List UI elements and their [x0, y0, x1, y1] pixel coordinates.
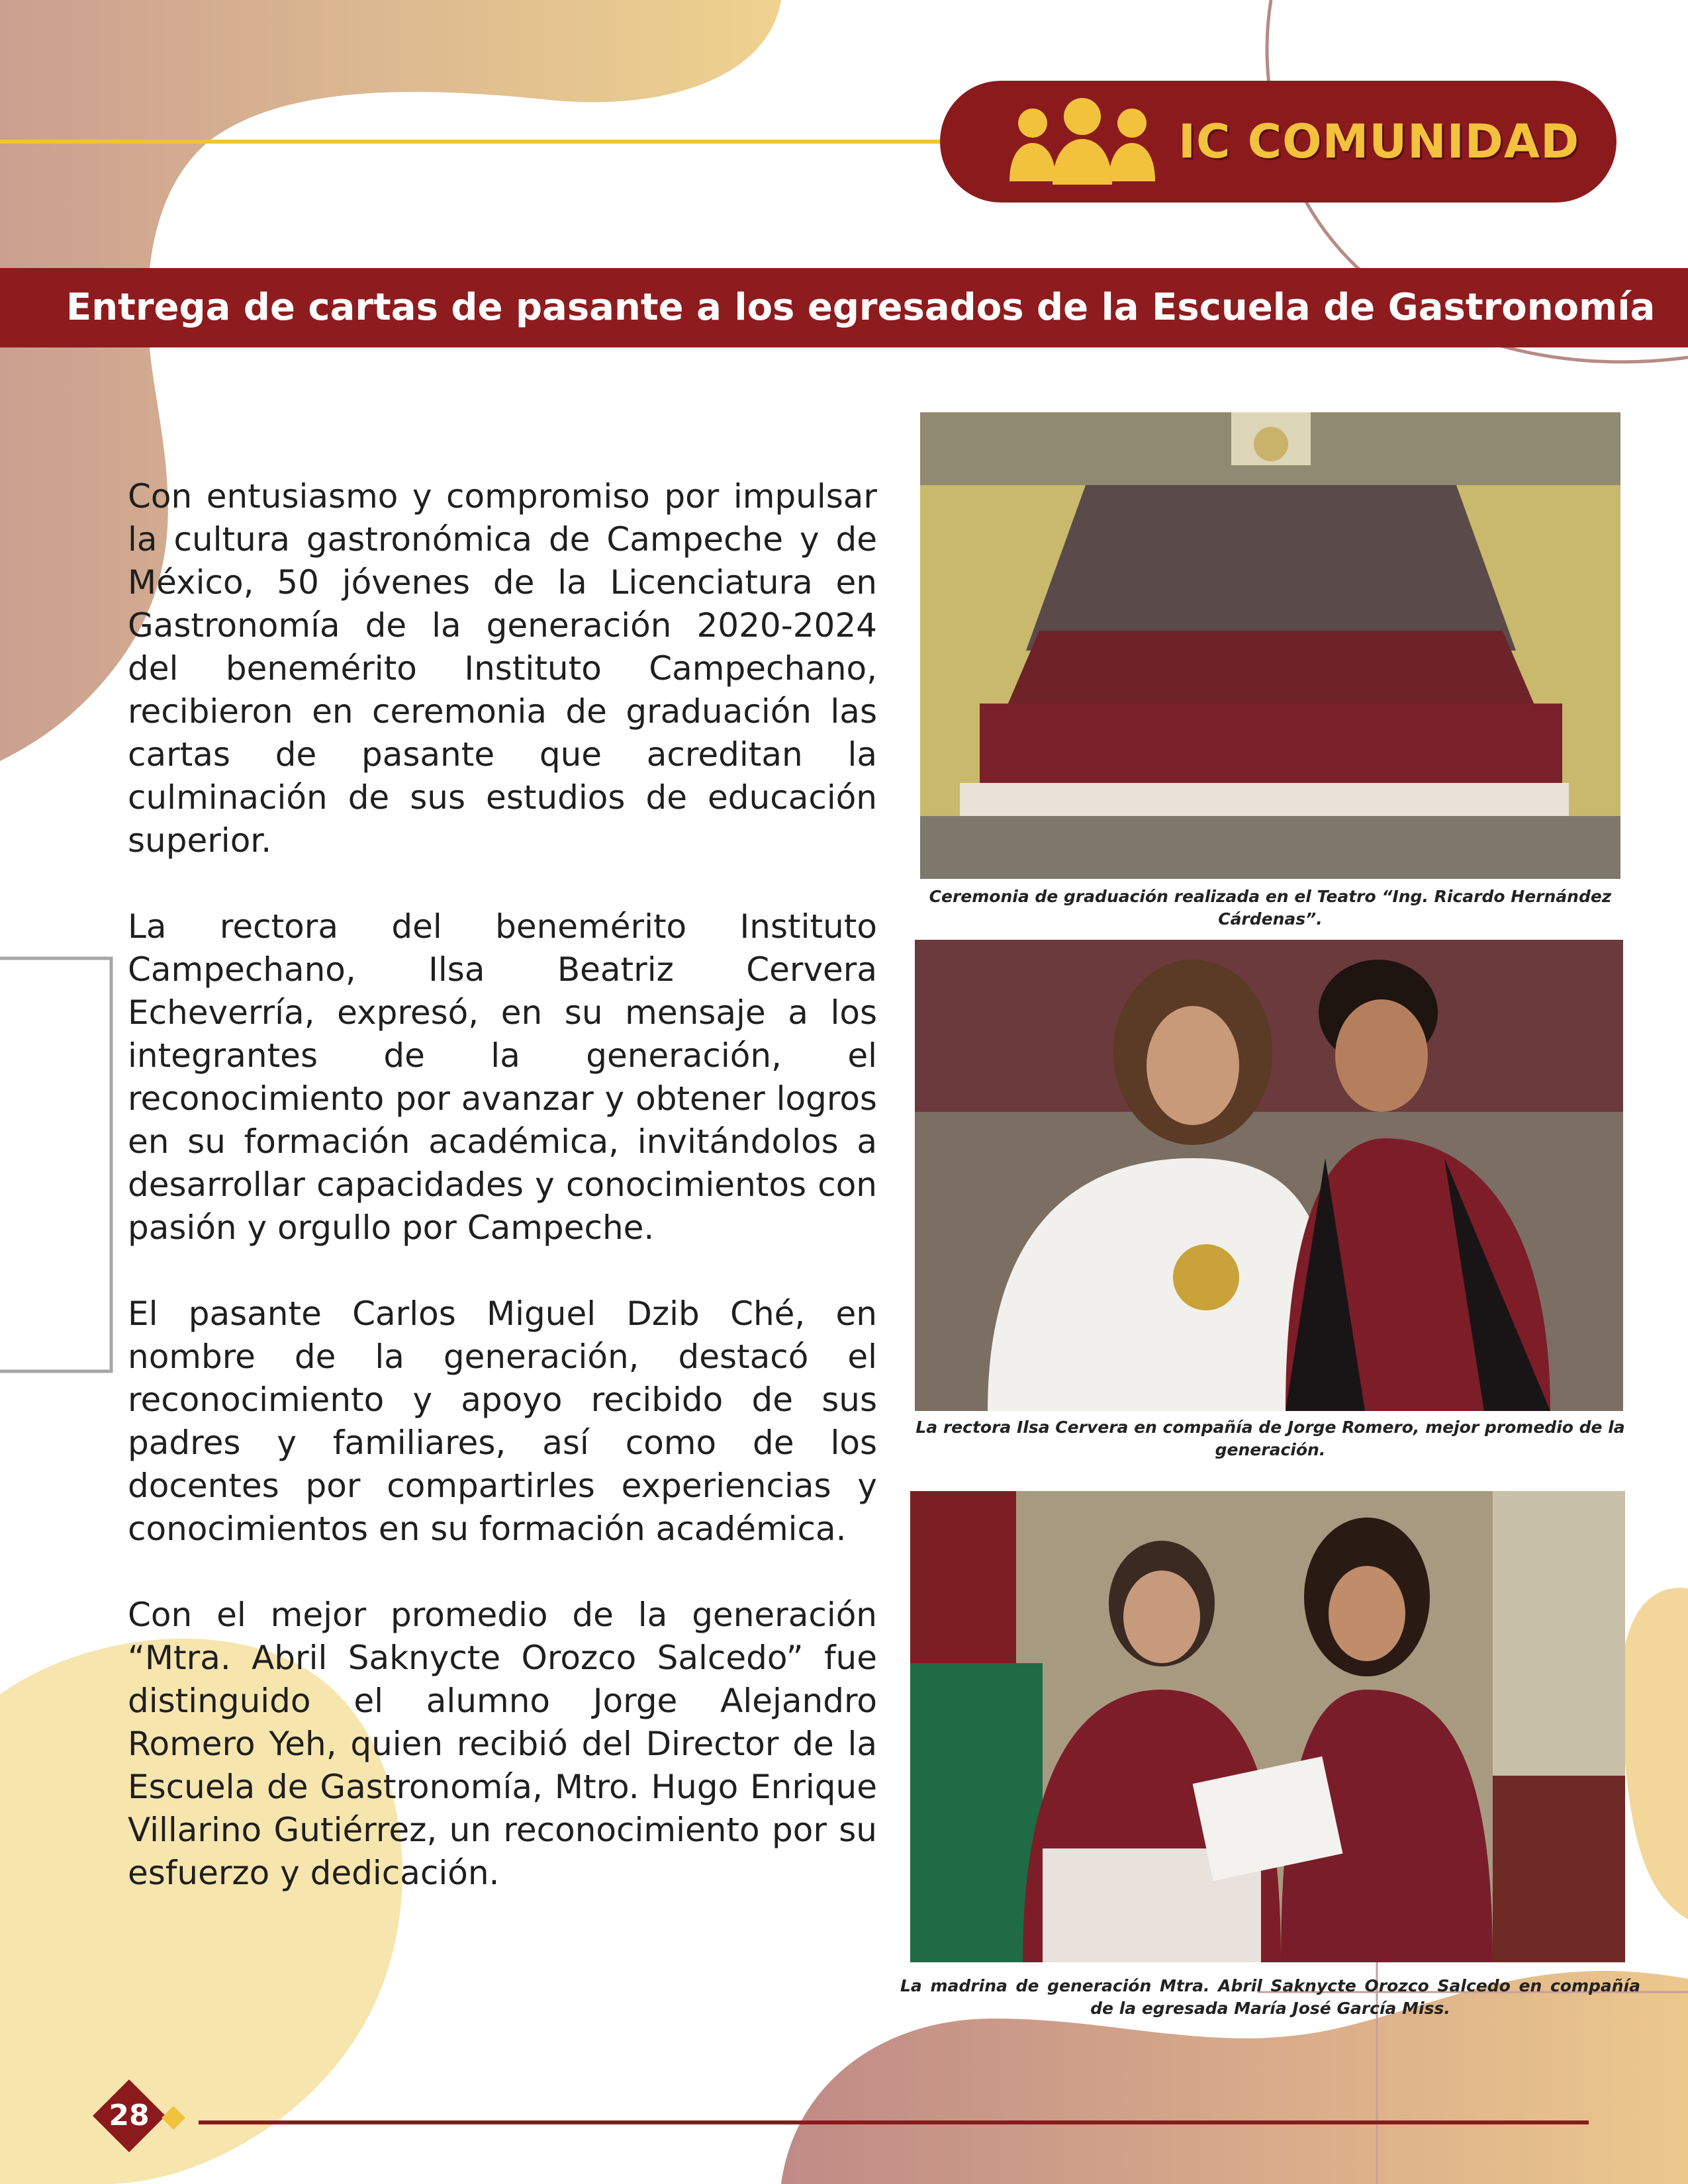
page-number: 28: [109, 2099, 150, 2132]
caption-photo-3: La madrina de generación Mtra. Abril Saknycte Orozco Salcedo en compañía de la egresada María José García Miss.: [900, 1976, 1640, 2018]
paragraph-3: El pasante Carlos Miguel Dzib Ché, en nombre de la generación, destacó el reconocimiento y apoyo recibido de sus padres y familiares, así como de los docentes por compartirles experiencias y conocimientos en su formación académica.: [128, 1295, 877, 1548]
section-badge: [940, 81, 1617, 203]
article-body: [128, 475, 877, 1938]
paragraph-4: Con el mejor promedio de la generación “Mtra. Abril Saknycte Orozco Salcedo” fue distinguido el alumno Jorge Alejandro Romero Yeh, quien recibió del Director de la Escuela de Gastronomía, Mtro. Hugo Enrique Villarino Gutiérrez, un reconocimiento por su esfuerzo y dedicación.: [128, 1596, 877, 1892]
photo-madrina-with-graduate: [910, 1491, 1625, 1962]
paragraph-1: Con entusiasmo y compromiso por impulsar la cultura gastronómica de Campeche y de México, 50 jóvenes de la Licenciatura en Gastronomía de la generación 2020-2024 del benemérito Instituto Campechano, recibieron en ceremonia de graduación las cartas de pasante que acreditan la culminación de sus estudios de educación superior.: [128, 477, 877, 860]
caption-photo-1: Ceremonia de graduación realizada en el Teatro “Ing. Ricardo Hernández Cárdenas”.: [929, 887, 1612, 929]
article-title-bar: [0, 268, 1688, 347]
blob-right: [1620, 1588, 1688, 1919]
caption-photo-2: La rectora Ilsa Cervera en compañía de Jorge Romero, mejor promedio de la generación.: [915, 1418, 1625, 1459]
photo-rector-with-student: [915, 940, 1623, 1411]
paragraph-2: La rectora del benemérito Instituto Campechano, Ilsa Beatriz Cervera Echeverría, expresó, en su mensaje a los integrantes de la generación, el reconocimiento por avanzar y obtener logros en su formación académica, invitándolos a desarrollar capacidades y conocimientos con pasión y orgullo por Campeche.: [128, 907, 877, 1247]
photo-graduation-ceremony: [920, 412, 1620, 879]
article-title: Entrega de cartas de pasante a los egresados de la Escuela de Gastronomía: [66, 286, 1656, 329]
section-label: IC COMUNIDAD: [1178, 114, 1580, 169]
side-bracket: [0, 958, 111, 1371]
people-group-icon: [1006, 95, 1158, 188]
